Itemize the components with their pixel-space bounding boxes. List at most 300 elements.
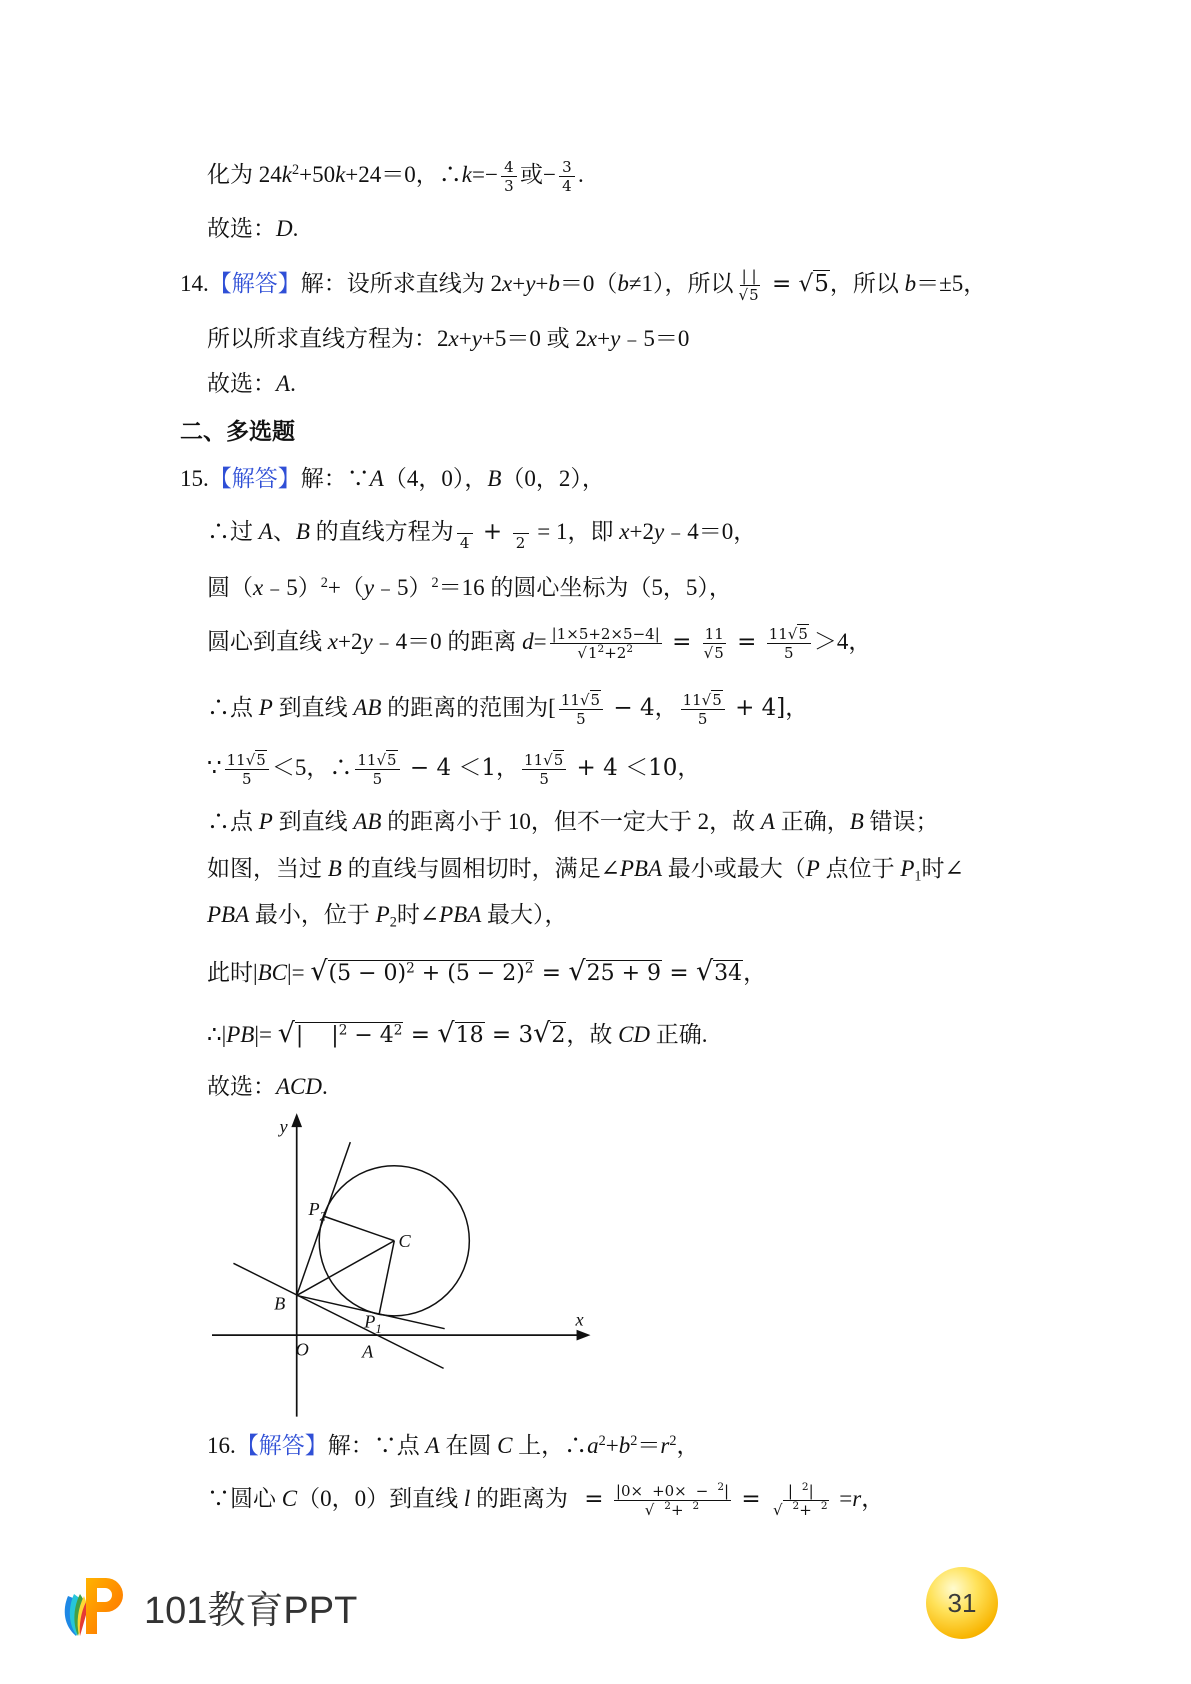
- text-run: 的直线方程为: [309, 519, 454, 544]
- text-run: 故选：: [207, 216, 276, 241]
- text-run: =: [664, 629, 699, 655]
- superscript: 2: [717, 1481, 725, 1494]
- radicand: [295, 1022, 404, 1048]
- radicand: [783, 1500, 829, 1519]
- math-variable: PBA: [439, 902, 482, 927]
- text-run: =: [576, 1486, 611, 1512]
- text-run: 最小或最大（: [662, 856, 806, 881]
- radical-sign: [568, 956, 585, 987]
- line-center-distance: [207, 1479, 884, 1519]
- square-root: [246, 750, 267, 769]
- text-run: ＝: [637, 1433, 661, 1458]
- math-variable: P: [258, 695, 273, 720]
- math-variable: B: [849, 809, 864, 834]
- text-run: 圆（: [207, 575, 253, 600]
- radical-sign: [577, 644, 587, 662]
- line-line-equations: [207, 319, 689, 359]
- numerator: 3: [559, 158, 575, 177]
- label-origin: O: [295, 1339, 309, 1360]
- superscript: 2: [792, 1500, 800, 1513]
- square-root: [704, 643, 725, 662]
- math-variable: P: [375, 902, 390, 927]
- denominator: 5: [241, 770, 252, 789]
- question-number: 15.: [180, 466, 209, 491]
- fraction: [737, 267, 762, 304]
- text-run: ∴点: [207, 695, 259, 720]
- text-run: 所以所求直线方程为：2: [207, 326, 449, 351]
- text-run: 11: [560, 691, 580, 710]
- text-run: | |: [295, 1023, 339, 1048]
- math-variable: b: [548, 271, 560, 296]
- line-range: [207, 688, 808, 728]
- radical-sign: [773, 1501, 783, 1519]
- denominator: 5: [784, 644, 794, 663]
- superscript: 2: [664, 1500, 671, 1513]
- text-run: (5 − 0): [328, 961, 407, 986]
- text-run: +0×: [652, 1482, 687, 1501]
- logo-p-shape: [86, 1578, 123, 1634]
- math-variable: b: [904, 271, 917, 296]
- math-variable: D: [276, 216, 293, 241]
- text-run: +2: [629, 519, 654, 544]
- denominator: [771, 1501, 831, 1519]
- radicand: 2: [551, 1023, 566, 1048]
- denominator: 3: [504, 177, 514, 196]
- radicand: 5: [553, 751, 564, 770]
- text-run: 上，∴: [512, 1433, 588, 1458]
- math-variable: P: [805, 856, 820, 881]
- label-p2-sub: 2: [319, 1209, 327, 1224]
- math-variable: r: [660, 1433, 670, 1458]
- text-run: .: [577, 162, 584, 187]
- math-variable: PBA: [207, 902, 250, 927]
- math-variable: y: [653, 519, 665, 544]
- math-variable: x: [586, 326, 598, 351]
- x-axis-arrow: [577, 1330, 591, 1341]
- square-root: [788, 624, 809, 643]
- logo-icon: [60, 1574, 130, 1638]
- radicand: [654, 1500, 700, 1519]
- text-run: 最小，位于: [249, 902, 376, 927]
- section-heading: [180, 412, 295, 452]
- math-variable: B: [295, 519, 310, 544]
- square-root: [376, 750, 397, 769]
- radicand: 5: [814, 271, 829, 297]
- page-number-badge: [926, 1567, 998, 1639]
- math-variable: PBA: [619, 856, 662, 881]
- math-variable: C: [281, 1486, 298, 1511]
- math-variable: y: [610, 326, 621, 351]
- superscript: 2: [598, 1433, 606, 1450]
- text-run: = 1，即: [531, 519, 620, 544]
- fraction: [559, 158, 575, 195]
- radical-sign: [376, 751, 386, 769]
- math-variable: BC: [257, 960, 287, 985]
- fraction: [501, 158, 517, 195]
- square-root: [577, 643, 634, 662]
- fraction: [559, 691, 603, 728]
- text-run: +: [535, 271, 549, 296]
- square-root: [645, 1500, 701, 1519]
- text-run: 正确.: [650, 1022, 708, 1047]
- text-run: |: [787, 1482, 793, 1501]
- text-run: 错误；: [863, 809, 939, 834]
- text-run: ，故: [566, 1022, 619, 1047]
- radical-sign: [246, 751, 256, 769]
- text-run: 的直线与圆相切时，满足∠: [341, 856, 620, 881]
- text-run: +: [605, 1433, 619, 1458]
- text-run: 的距离为: [470, 1486, 568, 1511]
- text-run: 最大），: [481, 902, 568, 927]
- text-run: =: [662, 960, 696, 986]
- radicand: [587, 643, 634, 662]
- math-variable: y: [362, 629, 373, 654]
- text-run: +: [597, 326, 611, 351]
- superscript: 2: [626, 643, 634, 656]
- square-root: [580, 690, 601, 709]
- line-solution-16: [207, 1426, 699, 1466]
- math-variable: d: [522, 629, 534, 654]
- text-run: 此时|: [207, 960, 258, 985]
- radical-sign: [580, 691, 590, 709]
- math-variable: A: [760, 809, 775, 834]
- math-variable: A: [276, 371, 291, 396]
- line-k-equation: [207, 155, 584, 195]
- label-p1-letter: P: [364, 1311, 376, 1332]
- text-run: 故选：: [207, 371, 276, 396]
- text-run: ﹣5＝0: [620, 326, 690, 351]
- numerator: [355, 751, 399, 770]
- text-run: 的距离小于 10，但不一定大于 2，故: [381, 809, 761, 834]
- text-run: ∴过: [207, 519, 259, 544]
- denominator: [702, 644, 727, 662]
- radical-sign: [788, 625, 798, 643]
- text-run: 时∠: [396, 902, 440, 927]
- text-run: 、: [272, 519, 296, 544]
- superscript: 2: [597, 643, 605, 656]
- text-run: ﹣5）: [374, 575, 432, 600]
- numerator: [513, 515, 529, 534]
- text-run: +: [458, 326, 472, 351]
- line-answer-13: [207, 209, 298, 249]
- math-variable: B: [487, 466, 502, 491]
- text-run: ∵: [207, 755, 222, 780]
- numerator: | |: [741, 267, 757, 286]
- line-conclusion-ab: [207, 802, 939, 842]
- text-run: − 4，: [606, 695, 678, 721]
- radical-sign: [645, 1501, 655, 1519]
- text-run: =: [403, 1022, 438, 1048]
- subscript: 2: [389, 914, 397, 931]
- math-variable: x: [619, 519, 630, 544]
- line-answer-14: [207, 364, 296, 404]
- text-run: 或−: [519, 162, 556, 187]
- math-variable: x: [327, 629, 338, 654]
- square-root: [773, 1500, 829, 1519]
- page-number: 31: [947, 1587, 977, 1618]
- text-run: ∵圆心: [207, 1486, 282, 1511]
- heading-text: 二、多选题: [180, 419, 295, 444]
- square-root: [437, 1023, 484, 1048]
- superscript: 2: [692, 1500, 700, 1513]
- radical-sign: [278, 1018, 295, 1049]
- fraction: [681, 691, 725, 728]
- square-root: [278, 1023, 404, 1048]
- geometry-diagram: [212, 1111, 598, 1422]
- text-run: ﹣4＝0 的距离: [372, 629, 523, 654]
- radical-sign: [704, 644, 714, 662]
- text-run: 11: [682, 691, 702, 710]
- text-run: ﹣5）: [263, 575, 321, 600]
- label-y: y: [279, 1116, 288, 1137]
- radicand: 5: [256, 751, 266, 770]
- text-run: |: [808, 1482, 814, 1501]
- text-run: 时∠: [921, 856, 964, 881]
- superscript: 2: [524, 960, 534, 977]
- text-run: ，: [861, 1486, 885, 1511]
- denominator: 5: [539, 770, 549, 789]
- radicand: 5: [714, 644, 724, 663]
- segment-cp1: [379, 1241, 394, 1314]
- text-run: （0，2），: [501, 466, 605, 491]
- text-run: ＞4，: [813, 629, 872, 654]
- text-run: ，: [743, 960, 767, 985]
- text-run: =: [729, 629, 764, 655]
- text-run: 故选：: [207, 1074, 276, 1099]
- square-root: [568, 961, 662, 986]
- math-variable: PB: [226, 1022, 255, 1047]
- text-run: ＝0（: [559, 271, 618, 296]
- label-p2: [308, 1199, 327, 1223]
- radicand: 18: [455, 1023, 484, 1048]
- radicand: 34: [714, 961, 743, 986]
- superscript: 2: [820, 1500, 828, 1513]
- text-run: +50: [299, 162, 336, 187]
- text-run: 的距离的范围为[: [381, 695, 556, 720]
- denominator: [643, 1501, 703, 1519]
- math-variable: C: [497, 1433, 513, 1458]
- solution-tag: 【解答】: [208, 466, 301, 491]
- text-run: − 4: [347, 1023, 394, 1048]
- numerator: 4: [501, 158, 517, 177]
- math-variable: b: [617, 271, 629, 296]
- numerator: [559, 691, 603, 710]
- label-x: x: [575, 1309, 584, 1330]
- denominator: 5: [697, 710, 708, 729]
- fraction: [355, 751, 399, 788]
- text-run: +: [512, 271, 526, 296]
- text-run: 圆心到直线: [207, 629, 328, 654]
- superscript: 2: [393, 1022, 403, 1039]
- text-run: ，所以: [829, 271, 905, 296]
- numerator: [457, 515, 473, 534]
- fraction: [614, 1482, 731, 1519]
- text-run: 点位于: [819, 856, 901, 881]
- segment-p2c: [324, 1216, 395, 1241]
- denominator: [737, 286, 762, 304]
- text-run: + 4]，: [727, 695, 809, 721]
- numerator: [786, 1482, 816, 1501]
- label-b: B: [274, 1293, 286, 1314]
- text-run: +: [799, 1501, 812, 1520]
- fraction: [513, 515, 529, 552]
- denominator: 5: [576, 710, 586, 729]
- math-variable: l: [463, 1486, 471, 1511]
- line-ab-equation: [207, 512, 756, 552]
- math-variable: P: [900, 856, 915, 881]
- denominator: 4: [562, 177, 572, 196]
- text-run: 化为 24: [207, 162, 282, 187]
- text-run: =: [534, 960, 569, 986]
- text-run: （4，0），: [383, 466, 488, 491]
- text-run: ＜5，∴: [271, 755, 353, 780]
- math-variable: A: [369, 466, 384, 491]
- text-run: +2: [604, 644, 627, 663]
- square-root: [543, 750, 564, 769]
- numerator: [767, 625, 811, 644]
- math-variable: ACD: [276, 1074, 322, 1099]
- logo-text: 101教育PPT: [144, 1589, 358, 1632]
- radical-sign: [702, 691, 712, 709]
- text-run: +（: [327, 575, 364, 600]
- math-variable: AB: [353, 695, 382, 720]
- line-bc-length: [207, 952, 766, 992]
- text-run: ＝±5，: [916, 271, 987, 296]
- math-variable: CD: [618, 1022, 651, 1047]
- text-run: −: [695, 1482, 709, 1501]
- text-run: 11: [524, 751, 544, 770]
- fraction: [767, 625, 811, 662]
- square-root: [696, 961, 743, 986]
- text-run: 11: [226, 751, 246, 770]
- numerator: [225, 751, 269, 770]
- radical-sign: [696, 956, 713, 987]
- line-answer-15: [207, 1067, 328, 1107]
- text-run: 解：设所求直线为 2: [300, 271, 502, 296]
- text-run: 11: [357, 751, 377, 770]
- line-solution-14: [180, 264, 986, 304]
- text-run: +2: [337, 629, 363, 654]
- numerator: 11: [704, 625, 724, 644]
- radicand: 25 + 9: [586, 961, 662, 986]
- numerator: [614, 1482, 731, 1501]
- numerator: [681, 691, 725, 710]
- denominator: 4: [459, 534, 470, 553]
- text-run: ﹣4＝0，: [664, 519, 757, 544]
- text-run: .: [322, 1074, 328, 1099]
- text-run: |0×: [615, 1482, 644, 1501]
- numerator: [522, 751, 566, 770]
- fraction: [702, 625, 727, 662]
- text-run: 如图，当过: [207, 856, 328, 881]
- math-variable: b: [618, 1433, 631, 1458]
- text-run: + 4 ＜10，: [569, 755, 701, 781]
- math-variable: x: [448, 326, 459, 351]
- line-tangent-explanation: [207, 849, 964, 889]
- math-variable: k: [281, 162, 292, 187]
- text-run: ，: [676, 1433, 700, 1458]
- line-inequalities: [207, 748, 700, 788]
- text-run: =: [533, 629, 547, 654]
- radicand: 5: [387, 751, 397, 770]
- text-run: |=: [254, 1022, 278, 1047]
- denominator: 2: [515, 534, 526, 553]
- superscript: 2: [338, 1022, 348, 1039]
- radical-sign: [543, 751, 553, 769]
- segment-bc: [297, 1241, 395, 1296]
- text-run: .: [292, 216, 299, 241]
- y-axis-arrow: [291, 1113, 302, 1127]
- label-a: A: [362, 1341, 374, 1362]
- superscript: 2: [320, 575, 328, 592]
- text-run: 正确，: [774, 809, 850, 834]
- text-run: +: [670, 1501, 684, 1520]
- superscript: 2: [406, 960, 415, 977]
- numerator: |1×5+2×5−4|: [551, 625, 660, 644]
- text-run: ＝16 的圆心坐标为（5，5），: [438, 575, 732, 600]
- radical-sign: [739, 286, 749, 304]
- text-run: 到直线: [272, 809, 354, 834]
- square-root: [702, 690, 723, 709]
- text-run: = 3: [484, 1022, 534, 1048]
- text-run: =−: [472, 162, 498, 187]
- text-run: （0，0）到直线: [297, 1486, 464, 1511]
- math-variable: A: [258, 519, 273, 544]
- text-run: =: [833, 1486, 853, 1511]
- text-run: |=: [287, 960, 311, 985]
- text-run: 1: [587, 644, 598, 663]
- math-variable: AB: [353, 809, 382, 834]
- math-variable: P: [258, 809, 273, 834]
- label-c: C: [398, 1231, 411, 1252]
- text-run: ∴|: [207, 1022, 227, 1047]
- math-variable: y: [525, 271, 536, 296]
- text-run: |: [724, 1482, 730, 1501]
- text-run: +24＝0，∴: [345, 162, 462, 187]
- fraction: [225, 751, 269, 788]
- text-run: .: [290, 371, 296, 396]
- solution-tag: 【解答】: [208, 271, 301, 296]
- superscript: 2: [291, 162, 300, 179]
- math-variable: x: [502, 271, 513, 296]
- math-variable: k: [461, 162, 472, 187]
- line-solution-15: [180, 459, 605, 499]
- radicand: 5: [749, 286, 759, 305]
- square-root: [310, 961, 534, 986]
- line-ab: [233, 1263, 443, 1368]
- math-variable: a: [587, 1433, 599, 1458]
- math-variable: A: [425, 1433, 440, 1458]
- brand-logo: [60, 1574, 357, 1638]
- radical-sign: [310, 956, 327, 987]
- radical-sign: [533, 1018, 550, 1049]
- text-run: 解：∵点: [327, 1433, 426, 1458]
- superscript: 2: [669, 1433, 677, 1450]
- superscript: 2: [630, 1433, 638, 1450]
- denominator: [575, 644, 636, 662]
- label-p2-letter: P: [308, 1199, 320, 1220]
- radicand: 5: [712, 691, 722, 710]
- line-tangent-explanation-cont: [207, 895, 568, 935]
- text-run: =: [734, 1486, 768, 1512]
- radicand: 5: [798, 625, 808, 644]
- math-variable: y: [363, 575, 375, 600]
- text-run: ∴点: [207, 809, 259, 834]
- denominator: 5: [372, 770, 383, 789]
- question-number: 16.: [207, 1433, 236, 1458]
- math-variable: B: [327, 856, 342, 881]
- text-run: − 4 ＜1，: [402, 755, 520, 781]
